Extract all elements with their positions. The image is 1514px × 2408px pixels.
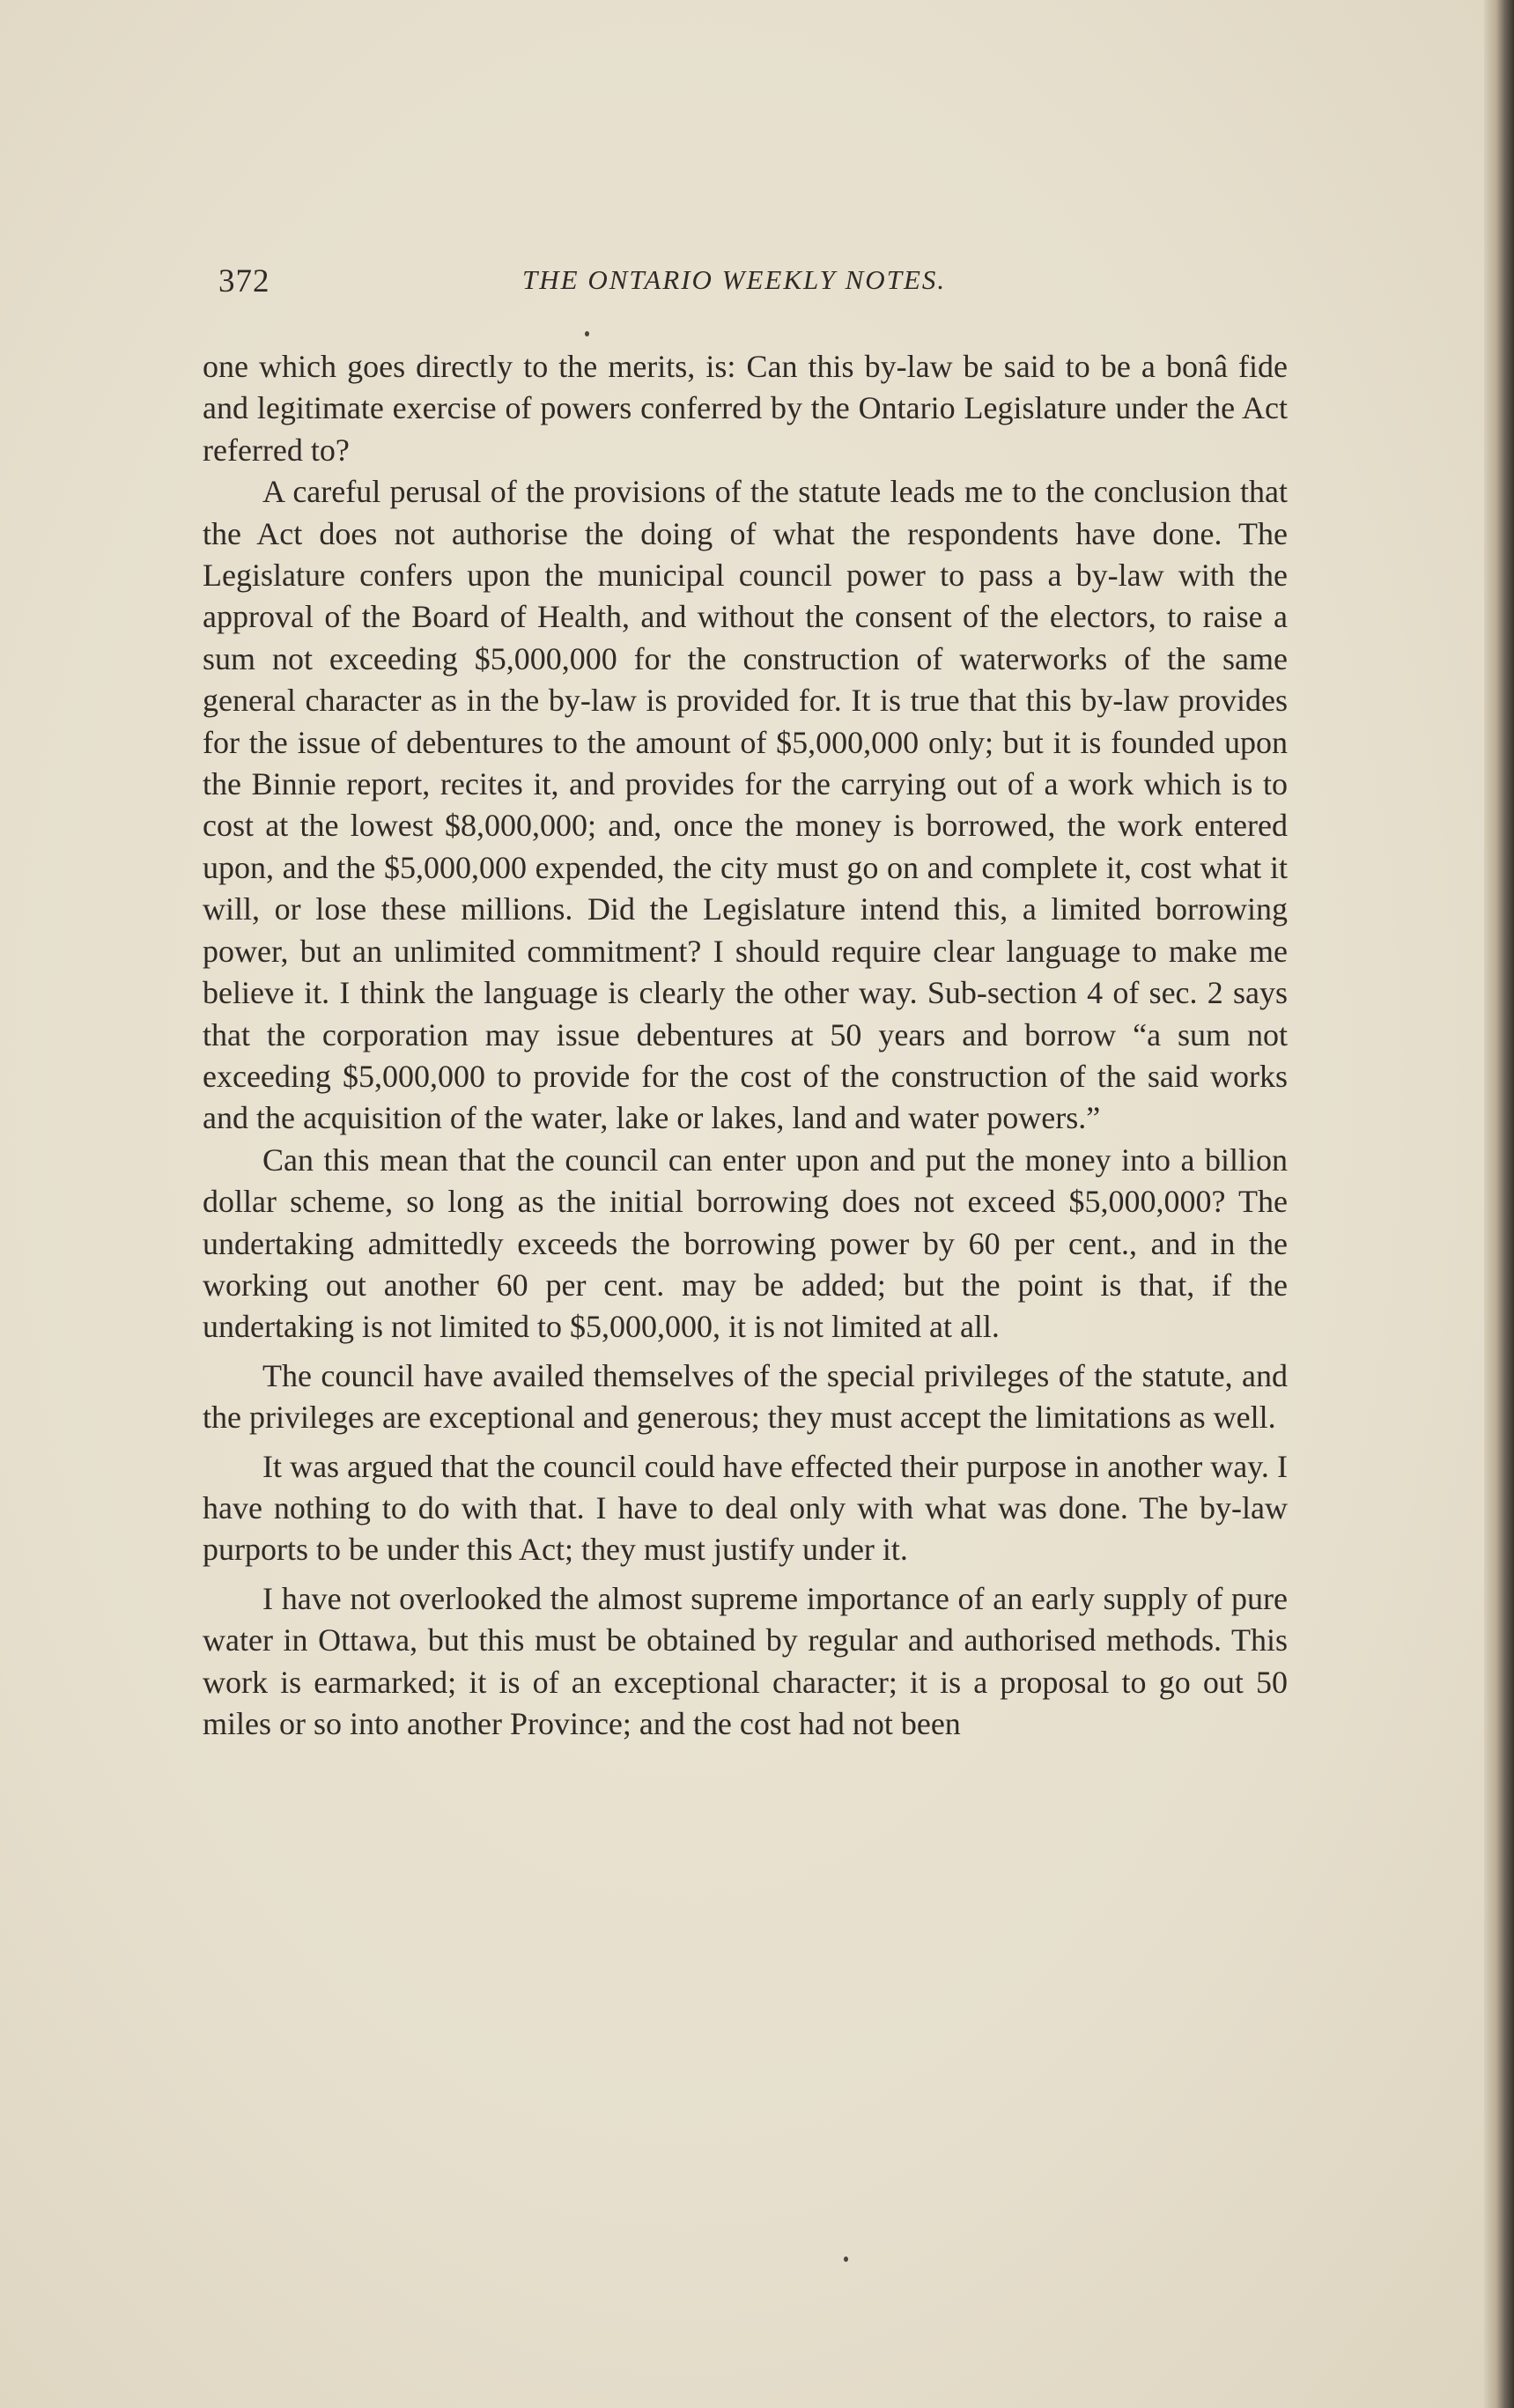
- paragraph-6: I have not overlooked the almost supreme importance of an early supply of pure water in Ottawa, but this must be obtained by regular and authorised methods. This work is earmarked; it is of an exceptional character; it is a proposal to go out 50 miles or so into another Province; and the cost had not been: [203, 1580, 1288, 1741]
- paragraph-4: The council have availed themselves of the special privileges of the statute, and the privileges are exceptional and generous; they must accept the limitations as well.: [203, 1357, 1288, 1436]
- paragraph-5: It was argued that the council could have effected their purpose in another way. I have nothing to do with that. I have to deal only with what was done. The by-law purports to be under this Act; they must justify under it.: [203, 1448, 1288, 1568]
- page-number: 372: [218, 263, 270, 299]
- body-text: [203, 346, 1288, 1745]
- paragraph-1: one which goes directly to the merits, is: Can this by-law be said to be a bonâ fide and legitimate exercise of powers conferred by the Ontario Legislature under the Act referred to?: [203, 349, 1288, 468]
- running-title: THE ONTARIO WEEKLY NOTES.: [522, 264, 947, 295]
- paper-speck: [585, 331, 589, 336]
- paragraph-3: Can this mean that the council can enter upon and put the money into a billion dollar scheme, so long as the initial borrowing does not exceed $5,000,000? The undertaking admittedly exceeds the borrowing power by 60 per cent., and in the working out another 60 per cent. may be added; but the point is that, if the undertaking is not limited to $5,000,000, it is not limited at all.: [203, 1141, 1288, 1345]
- paper-speck: [844, 2257, 848, 2262]
- page-header: [218, 262, 1293, 307]
- book-binding-edge: [1484, 0, 1514, 2408]
- paragraph-2: A careful perusal of the provisions of the statute leads me to the conclusion that the Act does not authorise the doing of what the respondents have done. The Legislature confers upon the municipal council power to pass a by-law with the approval of the Board of Health, and without the consent of the electors, to raise a sum not exceeding $5,000,000 for the construction of waterworks of the same general character as in the by-law is provided for. It is true that this by-law provides for the issue of debentures to the amount of $5,000,000 only; but it is founded upon the Binnie report, recites it, and provides for the carrying out of a work which is to cost at the lowest $8,000,000; and, once the money is borrowed, the work entered upon, and the $5,000,000 expended, the city must go on and complete it, cost what it will, or lose these millions. Did the Legislature intend this, a limited borrowing power, but an unlimited commitment? I should require clear language to make me believe it. I think the language is clearly the other way. Sub-section 4 of sec. 2 says that the corporation may issue debentures at 50 years and borrow “a sum not exceeding $5,000,000 to provide for the cost of the construction of the said works and the acquisition of the water, lake or lakes, land and water powers.”: [203, 474, 1288, 1136]
